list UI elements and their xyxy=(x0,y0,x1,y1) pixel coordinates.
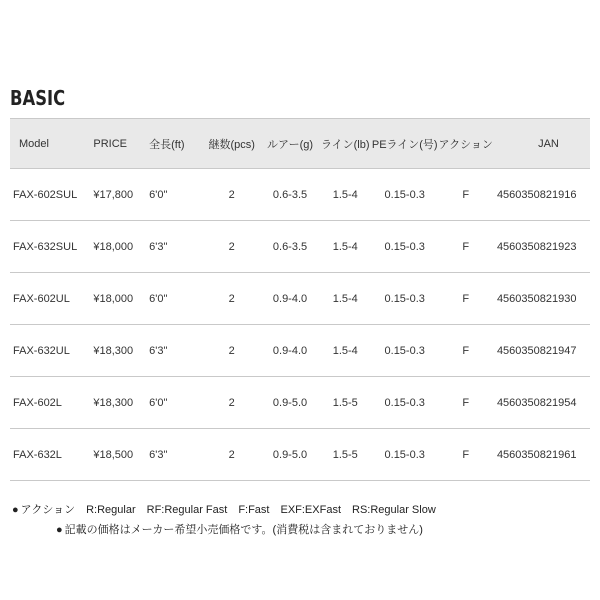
cell-lure: 0.9-5.0 xyxy=(272,448,308,461)
cell-length: 6'3" xyxy=(149,240,168,253)
table-row xyxy=(10,429,590,481)
cell-jan: 4560350821947 xyxy=(496,344,577,357)
cell-price: ¥18,000 xyxy=(93,292,134,305)
cell-price: ¥17,800 xyxy=(93,188,134,201)
cell-pieces: 2 xyxy=(228,240,235,253)
header-pe-line: PEライン(号) xyxy=(371,138,438,151)
cell-price: ¥18,300 xyxy=(93,396,134,409)
header-model: Model xyxy=(19,137,49,150)
header-lure: ルアー(g) xyxy=(266,138,314,151)
cell-model: FAX-602UL xyxy=(13,292,70,305)
cell-lure: 0.6-3.5 xyxy=(272,240,308,253)
cell-action: F xyxy=(462,396,470,409)
cell-model: FAX-632L xyxy=(13,448,62,461)
cell-lure: 0.9-5.0 xyxy=(272,396,308,409)
cell-jan: 4560350821930 xyxy=(496,292,577,305)
cell-action: F xyxy=(462,448,470,461)
cell-length: 6'0" xyxy=(149,292,168,305)
cell-action: F xyxy=(462,240,470,253)
cell-price: ¥18,300 xyxy=(93,344,134,357)
cell-price: ¥18,000 xyxy=(93,240,134,253)
cell-jan: 4560350821923 xyxy=(496,240,577,253)
cell-line: 1.5-5 xyxy=(332,448,358,461)
cell-line: 1.5-5 xyxy=(332,396,358,409)
action-legend-text: アクション R:Regular RF:Regular Fast F:Fast EXF:EXFast RS:Regular Slow xyxy=(20,504,436,516)
header-jan: JAN xyxy=(538,137,559,150)
cell-pe-line: 0.15-0.3 xyxy=(384,396,425,409)
cell-line: 1.5-4 xyxy=(332,344,358,357)
cell-model: FAX-632SUL xyxy=(13,240,78,253)
bullet-icon: ● xyxy=(12,504,19,516)
cell-pieces: 2 xyxy=(228,396,235,409)
header-price: PRICE xyxy=(93,137,127,150)
cell-model: FAX-602L xyxy=(13,396,62,409)
notes xyxy=(12,500,436,540)
cell-lure: 0.9-4.0 xyxy=(272,292,308,305)
header-action: アクション xyxy=(438,138,493,151)
cell-price: ¥18,500 xyxy=(93,448,134,461)
cell-pe-line: 0.15-0.3 xyxy=(384,188,425,201)
cell-length: 6'0" xyxy=(149,396,168,409)
cell-pe-line: 0.15-0.3 xyxy=(384,240,425,253)
cell-pieces: 2 xyxy=(228,448,235,461)
table-header-row xyxy=(10,119,590,169)
cell-length: 6'3" xyxy=(149,344,168,357)
cell-model: FAX-602SUL xyxy=(13,188,78,201)
spec-table xyxy=(10,118,590,481)
header-line: ライン(lb) xyxy=(320,138,370,151)
table-row xyxy=(10,221,590,273)
cell-pieces: 2 xyxy=(228,344,235,357)
cell-line: 1.5-4 xyxy=(332,188,358,201)
cell-jan: 4560350821954 xyxy=(496,396,577,409)
cell-lure: 0.9-4.0 xyxy=(272,344,308,357)
header-pieces: 継数(pcs) xyxy=(208,138,255,151)
cell-action: F xyxy=(462,344,470,357)
table-row xyxy=(10,169,590,221)
header-length: 全長(ft) xyxy=(149,138,185,151)
price-note-text: 記載の価格はメーカー希望小売価格です。(消費税は含まれておりません) xyxy=(64,524,423,536)
cell-action: F xyxy=(462,292,470,305)
cell-pieces: 2 xyxy=(228,292,235,305)
cell-line: 1.5-4 xyxy=(332,292,358,305)
cell-line: 1.5-4 xyxy=(332,240,358,253)
cell-length: 6'0" xyxy=(149,188,168,201)
cell-action: F xyxy=(462,188,470,201)
bullet-icon: ● xyxy=(56,524,63,536)
cell-model: FAX-632UL xyxy=(13,344,70,357)
cell-pe-line: 0.15-0.3 xyxy=(384,292,425,305)
table-row xyxy=(10,273,590,325)
action-legend-note xyxy=(12,500,436,520)
table-row xyxy=(10,325,590,377)
section-title: BASIC xyxy=(10,86,66,110)
cell-pe-line: 0.15-0.3 xyxy=(384,344,425,357)
price-note xyxy=(12,520,436,540)
cell-jan: 4560350821961 xyxy=(496,448,577,461)
cell-pieces: 2 xyxy=(228,188,235,201)
cell-pe-line: 0.15-0.3 xyxy=(384,448,425,461)
cell-length: 6'3" xyxy=(149,448,168,461)
table-row xyxy=(10,377,590,429)
cell-jan: 4560350821916 xyxy=(496,188,577,201)
cell-lure: 0.6-3.5 xyxy=(272,188,308,201)
